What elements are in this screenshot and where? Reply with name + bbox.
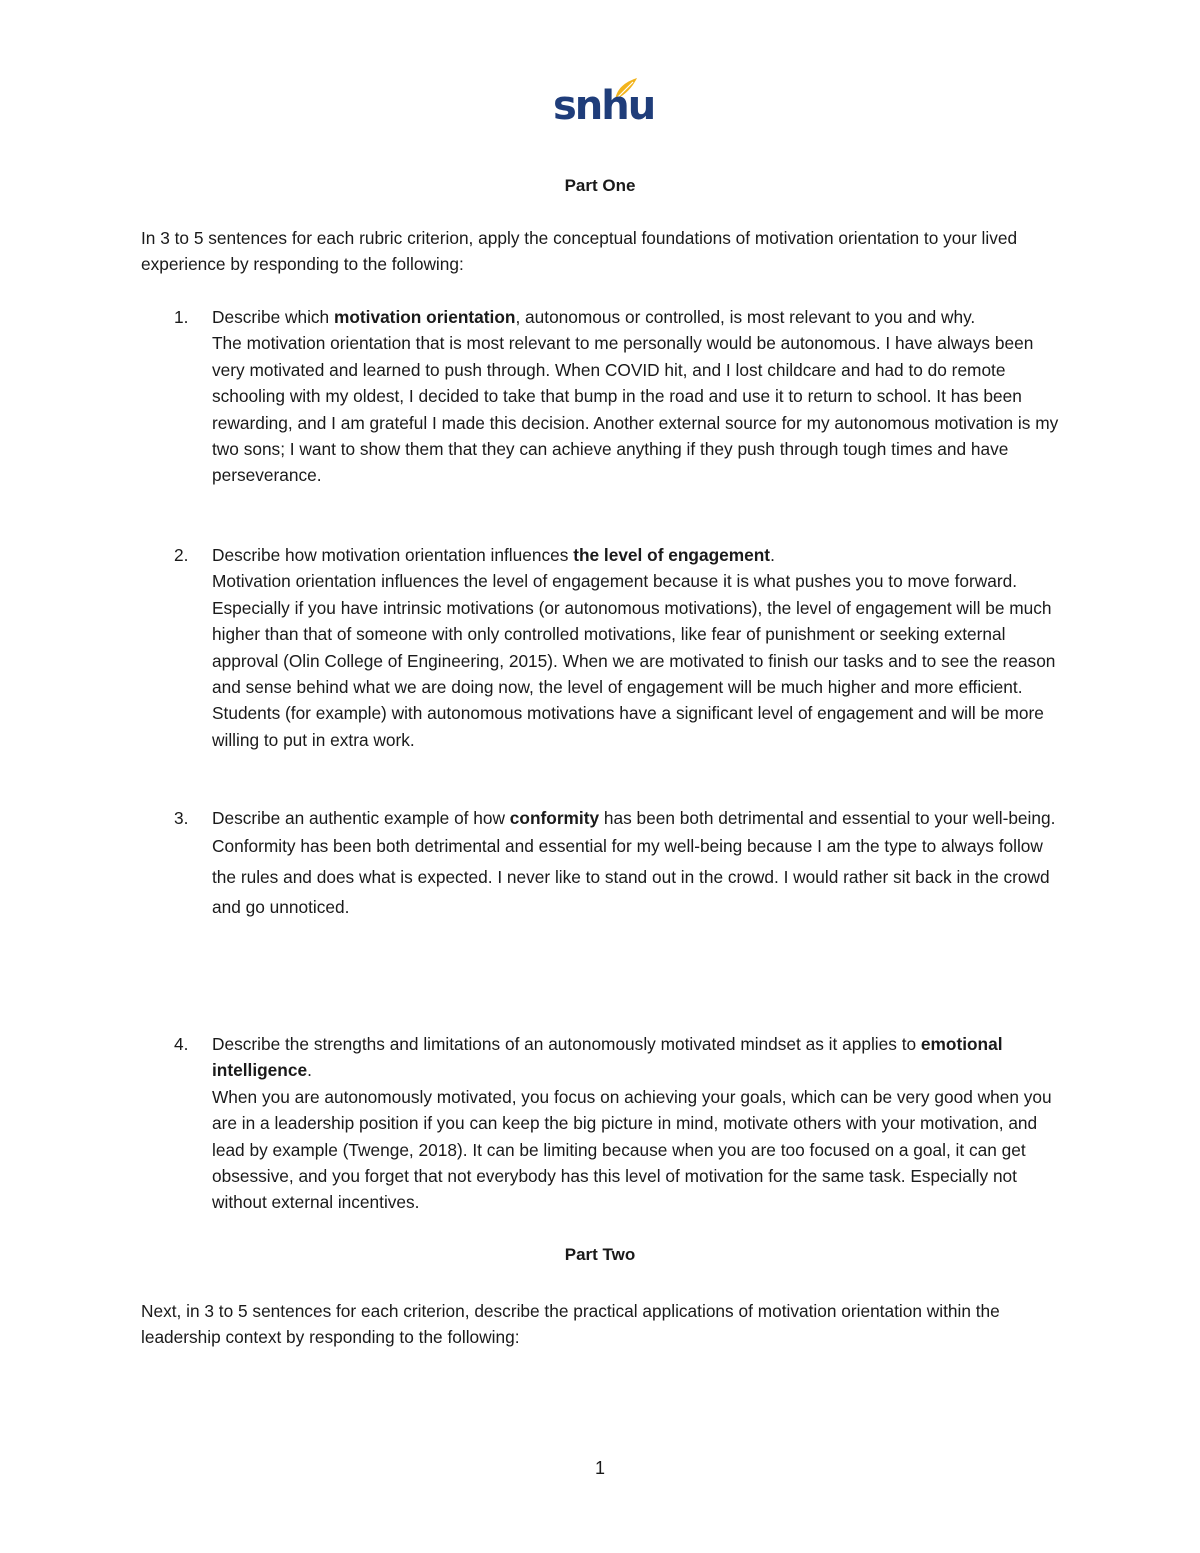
logo-wordmark: snhu (553, 83, 655, 129)
part-two-heading: Part Two (564, 1245, 636, 1264)
part-one-heading: Part One (564, 176, 636, 195)
question: Describe an authentic example of how conformity has been both detrimental and essential to your well-being. (212, 808, 1056, 828)
list-number: 4. (174, 1034, 189, 1054)
answer: Motivation orientation influences the level of engagement because it is what pushes you to move forward. Especially if you have intrinsic motivations (or autonomous motivations), the level of engagement will be much higher than that of someone with only controlled motivations, like fear of punishment or seeking external approval (Olin College of Engineering, 2015). When we are motivated to finish our tasks and to see the reason and sense behind what we are doing now, the level of engagement will be much higher and more efficient. Students (for example) with autonomous motivations have a significant level of engagement and will be more willing to put in extra work. (212, 571, 1056, 750)
question: Describe which motivation orientation, autonomous or controlled, is most relevant to you and why. (212, 307, 976, 327)
part-two-intro: Next, in 3 to 5 sentences for each criterion, describe the practical applications of motivation orientation within the leadership context by responding to the following: (141, 1301, 1000, 1348)
list-number: 2. (174, 545, 189, 565)
answer: When you are autonomously motivated, you focus on achieving your goals, which can be very good when you are in a leadership position if you can keep the big picture in mind, motivate others with your motivation, and lead by example (Twenge, 2018). It can be limiting because when you are too focused on a goal, it can get obsessive, and you forget that not everybody has this level of motivation for the same task. Especially not without external incentives. (212, 1086, 1052, 1213)
question: Describe how motivation orientation influences the level of engagement. (212, 545, 775, 565)
answer: The motivation orientation that is most relevant to me personally would be autonomous. I have always been very motivated and learned to push through. When COVID hit, and I lost childcare and had to do remote schooling with my oldest, I decided to take that bump in the road and use it to return to school. It has been rewarding, and I am grateful I made this decision. Another external source for my autonomous motivation is my two sons; I want to show them that they can achieve anything if they push through tough times and have perseverance. (212, 333, 1059, 486)
list-number: 1. (174, 307, 189, 327)
snhu-logo (553, 76, 655, 138)
page-number: 1 (594, 1458, 605, 1478)
list-number: 3. (174, 808, 189, 828)
answer: Conformity has been both detrimental and essential for my well-being because I am the type to always follow the rules and does what is expected. I never like to stand out in the crowd. I would rather sit back in the crowd and go unnoticed. (212, 836, 1050, 918)
question: Describe the strengths and limitations of an autonomously motivated mindset as it applies to emotional intelligence. (212, 1034, 1003, 1081)
part-one-intro: In 3 to 5 sentences for each rubric criterion, apply the conceptual foundations of motivation orientation to your lived experience by responding to the following: (141, 228, 1018, 275)
